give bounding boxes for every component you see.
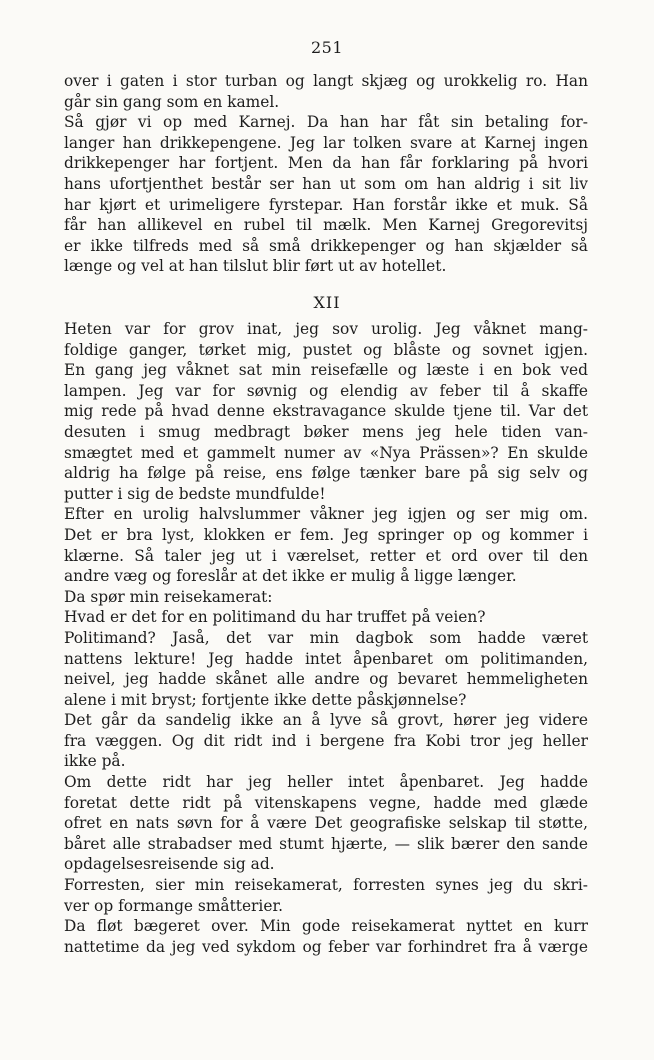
text-line: smægtet med et gammelt numer av «Nya Prässen»? En skulde (64, 443, 588, 462)
chapter-heading: XII (313, 293, 341, 312)
text-line: foretat dette ridt på vitenskapens vegne, hadde med glæde (64, 793, 588, 812)
text-line: Forresten, sier min reisekamerat, forresten synes jeg du skri- (64, 876, 588, 895)
text-line: er ikke tilfreds med så små drikkepenger og han skjælder så (64, 236, 588, 255)
text-line: har kjørt et urimeligere fyrstepar. Han forstår ikke et muk. Så (64, 195, 588, 214)
text-line: aldrig ha følge på reise, ens følge tænker bare på sig selv og (64, 464, 588, 483)
text-line: Hvad er det for en politimand du har truffet på veien? (64, 608, 486, 627)
text-line: båret alle strabadser med stumt hjærte, — slik bærer den sande (64, 834, 588, 853)
text-line: Politimand? Jaså, det var min dagbok som hadde været (64, 628, 588, 647)
text-line: ver op formange småtterier. (64, 896, 284, 915)
text-line: desuten i smug medbragt bøker mens jeg hele tiden van- (64, 422, 588, 441)
text-line: Om dette ridt har jeg heller intet åpenbaret. Jeg hadde (64, 773, 588, 792)
text-line: hans ufortjenthet består ser han ut som om han aldrig i sit liv (64, 174, 588, 193)
text-line: nattetime da jeg ved sykdom og feber var forhindret fra å værge (64, 937, 588, 956)
text-line: klærne. Så taler jeg ut i værelset, retter et ord over til den (64, 546, 588, 565)
text-block-top (64, 71, 588, 277)
text-line: Det er bra lyst, klokken er fem. Jeg springer op og kommer i (64, 525, 588, 544)
text-line: ofret en nats søvn for å være Det geografiske selskap til støtte, (64, 814, 588, 833)
text-line: får han allikevel en rubel til mælk. Men Karnej Gregorevitsj (64, 216, 588, 235)
text-line: Det går da sandelig ikke an å lyve så grovt, hører jeg videre (64, 711, 588, 730)
text-line: alene i mit bryst; fortjente ikke dette påskjønnelse? (64, 690, 467, 709)
text-line: fra væggen. Og dit ridt ind i bergene fra Kobi tror jeg heller (64, 731, 588, 750)
text-line: lampen. Jeg var for søvnig og elendig av feber til å skaffe (64, 381, 588, 400)
text-line: ikke på. (64, 752, 126, 771)
text-line: Heten var for grov inat, jeg sov urolig. Jeg våknet mang- (64, 320, 588, 338)
text-line: Efter en urolig halvslummer våkner jeg igjen og ser mig om. (64, 505, 588, 524)
text-line: drikkepenger har fortjent. Men da han får forklaring på hvori (64, 154, 588, 173)
text-line: neivel, jeg hadde skånet alle andre og bevaret hemmeligheten (64, 670, 588, 689)
text-line: andre væg og foreslår at det ikke er mulig å ligge længer. (64, 567, 517, 586)
text-line: langer han drikkepengene. Jeg lar tolken svare at Karnej ingen (64, 133, 588, 152)
text-block-chapter (64, 319, 588, 957)
text-line: Så gjør vi op med Karnej. Da han har fåt sin betaling for- (64, 113, 588, 132)
page-number: 251 (310, 38, 344, 57)
text-line: mig rede på hvad denne ekstravagance skulde tjene til. Var det (64, 402, 588, 421)
text-line: går sin gang som en kamel. (64, 92, 280, 111)
text-line: Da fløt bægeret over. Min gode reisekamerat nyttet en kurr (64, 917, 588, 936)
text-line: Da spør min reisekamerat: (64, 587, 273, 606)
text-line: foldige ganger, tørket mig, pustet og blåste og sovnet igjen. (64, 340, 588, 359)
text-line: over i gaten i stor turban og langt skjæg og urokkelig ro. Han (64, 72, 588, 90)
text-line: En gang jeg våknet sat min reisefælle og læste i en bok ved (64, 361, 588, 380)
text-line: længe og vel at han tilslut blir ført ut av hotellet. (64, 257, 447, 276)
text-line: opdagelsesreisende sig ad. (64, 855, 275, 874)
text-line: nattens lekture! Jeg hadde intet åpenbaret om politimanden, (64, 649, 588, 668)
text-line: putter i sig de bedste mundfulde! (64, 484, 326, 503)
